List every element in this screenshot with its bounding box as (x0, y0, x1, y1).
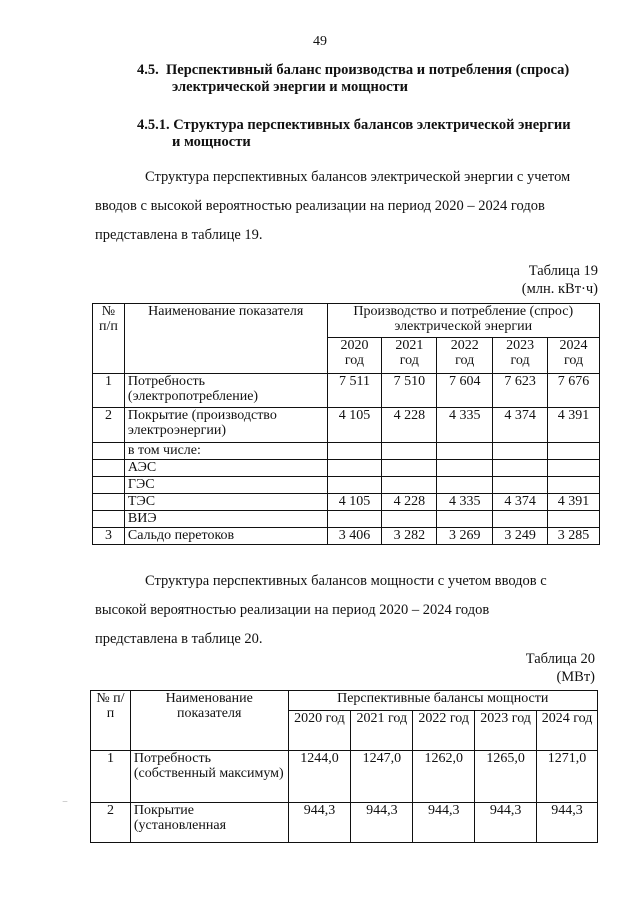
cell-value: 944,3 (537, 803, 598, 843)
row-name: в том числе: (124, 443, 327, 460)
paragraph-line: высокой вероятностью реализации на период 2020 – 2024 годов (95, 602, 490, 618)
cell-value: 944,3 (351, 803, 413, 843)
cell-value (493, 460, 548, 477)
row-name: Покрытие (установленная (130, 803, 288, 843)
subsection-title-line2: и мощности (172, 134, 251, 150)
cell-value (382, 443, 437, 460)
row-no: 1 (91, 751, 131, 803)
cell-value: 7 510 (382, 374, 437, 408)
cell-value (548, 460, 600, 477)
cell-value: 944,3 (288, 803, 351, 843)
subsection-number: 4.5.1. (137, 117, 170, 133)
table19-header-group: Производство и потребление (спрос) электрической энергии (327, 304, 599, 338)
table19-year: 2020 год (327, 338, 382, 374)
cell-value: 4 374 (493, 408, 548, 443)
cell-value: 4 335 (437, 408, 493, 443)
cell-value (382, 460, 437, 477)
table-row (91, 751, 598, 803)
cell-value (548, 511, 600, 528)
cell-value (548, 443, 600, 460)
cell-value: 3 285 (548, 528, 600, 545)
table-19 (92, 303, 600, 545)
table19-header-no: № п/п (93, 304, 125, 374)
table-row (93, 408, 600, 443)
row-no (93, 511, 125, 528)
cell-value: 1244,0 (288, 751, 351, 803)
row-name: АЭС (124, 460, 327, 477)
cell-value: 7 676 (548, 374, 600, 408)
table20-unit: (МВт) (556, 669, 595, 685)
paragraph-line: представлена в таблице 20. (95, 631, 263, 647)
row-name: Сальдо перетоков (124, 528, 327, 545)
row-name: ГЭС (124, 477, 327, 494)
table-row (93, 460, 600, 477)
table20-header-group: Перспективные балансы мощности (288, 691, 598, 711)
table20-year: 2024 год (537, 711, 598, 751)
cell-value (493, 511, 548, 528)
row-name: Покрытие (производство электроэнергии) (124, 408, 327, 443)
row-no: 1 (93, 374, 125, 408)
cell-value: 944,3 (413, 803, 475, 843)
cell-value: 1247,0 (351, 751, 413, 803)
table-row (93, 374, 600, 408)
paragraph-power-balance (95, 567, 600, 654)
section-title-line1: Перспективный баланс производства и потребления (спроса) (166, 62, 570, 78)
cell-value (437, 443, 493, 460)
table20-year: 2020 год (288, 711, 351, 751)
scan-artifact: ‾ (63, 800, 67, 814)
cell-value (437, 460, 493, 477)
cell-value: 7 604 (437, 374, 493, 408)
cell-value: 4 105 (327, 494, 382, 511)
table20-title: Таблица 20 (525, 651, 595, 667)
table-20 (90, 690, 598, 843)
row-name: Потребность (электропотребление) (124, 374, 327, 408)
section-title-line2: электрической энергии и мощности (172, 79, 408, 95)
table19-unit: (млн. кВт·ч) (521, 281, 598, 297)
table-row (91, 803, 598, 843)
cell-value (327, 477, 382, 494)
cell-value (437, 477, 493, 494)
cell-value: 3 282 (382, 528, 437, 545)
cell-value: 4 391 (548, 494, 600, 511)
cell-value: 944,3 (475, 803, 537, 843)
table20-header-name: Наименование показателя (130, 691, 288, 751)
table20-caption (526, 650, 595, 686)
page-number: 49 (313, 34, 327, 49)
table-row (93, 528, 600, 545)
cell-value: 1262,0 (413, 751, 475, 803)
section-number: 4.5. (137, 62, 159, 78)
paragraph-line: Структура перспективных балансов мощности с учетом вводов с (145, 573, 547, 589)
table-row (93, 494, 600, 511)
row-no (93, 477, 125, 494)
cell-value: 7 511 (327, 374, 382, 408)
table-row (93, 511, 600, 528)
table20-year: 2021 год (351, 711, 413, 751)
row-no: 2 (93, 408, 125, 443)
cell-value: 3 406 (327, 528, 382, 545)
cell-value: 4 391 (548, 408, 600, 443)
row-name: Потребность (собственный максимум) (130, 751, 288, 803)
table20-header-no: № п/п (91, 691, 131, 751)
paragraph-line: Структура перспективных балансов электрической энергии с учетом (145, 169, 571, 185)
cell-value (327, 443, 382, 460)
row-no (93, 460, 125, 477)
cell-value (437, 511, 493, 528)
table19-caption (522, 262, 598, 298)
table20-year: 2022 год (413, 711, 475, 751)
paragraph-line: представлена в таблице 19. (95, 227, 263, 243)
cell-value: 4 228 (382, 494, 437, 511)
row-no (93, 443, 125, 460)
section-heading-4-5 (137, 62, 607, 96)
cell-value (382, 511, 437, 528)
row-no (93, 494, 125, 511)
cell-value: 7 623 (493, 374, 548, 408)
paragraph-energy-balance (95, 163, 600, 250)
table19-year: 2022 год (437, 338, 493, 374)
row-no: 3 (93, 528, 125, 545)
cell-value (382, 477, 437, 494)
cell-value: 3 269 (437, 528, 493, 545)
table19-year: 2021 год (382, 338, 437, 374)
section-heading-4-5-1 (137, 117, 607, 151)
table19-year: 2024 год (548, 338, 600, 374)
cell-value: 4 374 (493, 494, 548, 511)
subsection-title-line1: Структура перспективных балансов электрической энергии (173, 117, 571, 133)
cell-value (493, 477, 548, 494)
cell-value: 3 249 (493, 528, 548, 545)
row-name: ТЭС (124, 494, 327, 511)
row-name: ВИЭ (124, 511, 327, 528)
cell-value (327, 460, 382, 477)
row-no: 2 (91, 803, 131, 843)
cell-value: 4 105 (327, 408, 382, 443)
cell-value (327, 511, 382, 528)
table19-year: 2023 год (493, 338, 548, 374)
cell-value (548, 477, 600, 494)
cell-value: 1265,0 (475, 751, 537, 803)
table19-title: Таблица 19 (528, 263, 598, 279)
cell-value: 4 228 (382, 408, 437, 443)
paragraph-line: вводов с высокой вероятностью реализации на период 2020 – 2024 годов (95, 198, 545, 214)
table19-header-name: Наименование показателя (124, 304, 327, 374)
table-row (93, 477, 600, 494)
cell-value: 4 335 (437, 494, 493, 511)
cell-value (493, 443, 548, 460)
table-row (93, 443, 600, 460)
table20-year: 2023 год (475, 711, 537, 751)
cell-value: 1271,0 (537, 751, 598, 803)
